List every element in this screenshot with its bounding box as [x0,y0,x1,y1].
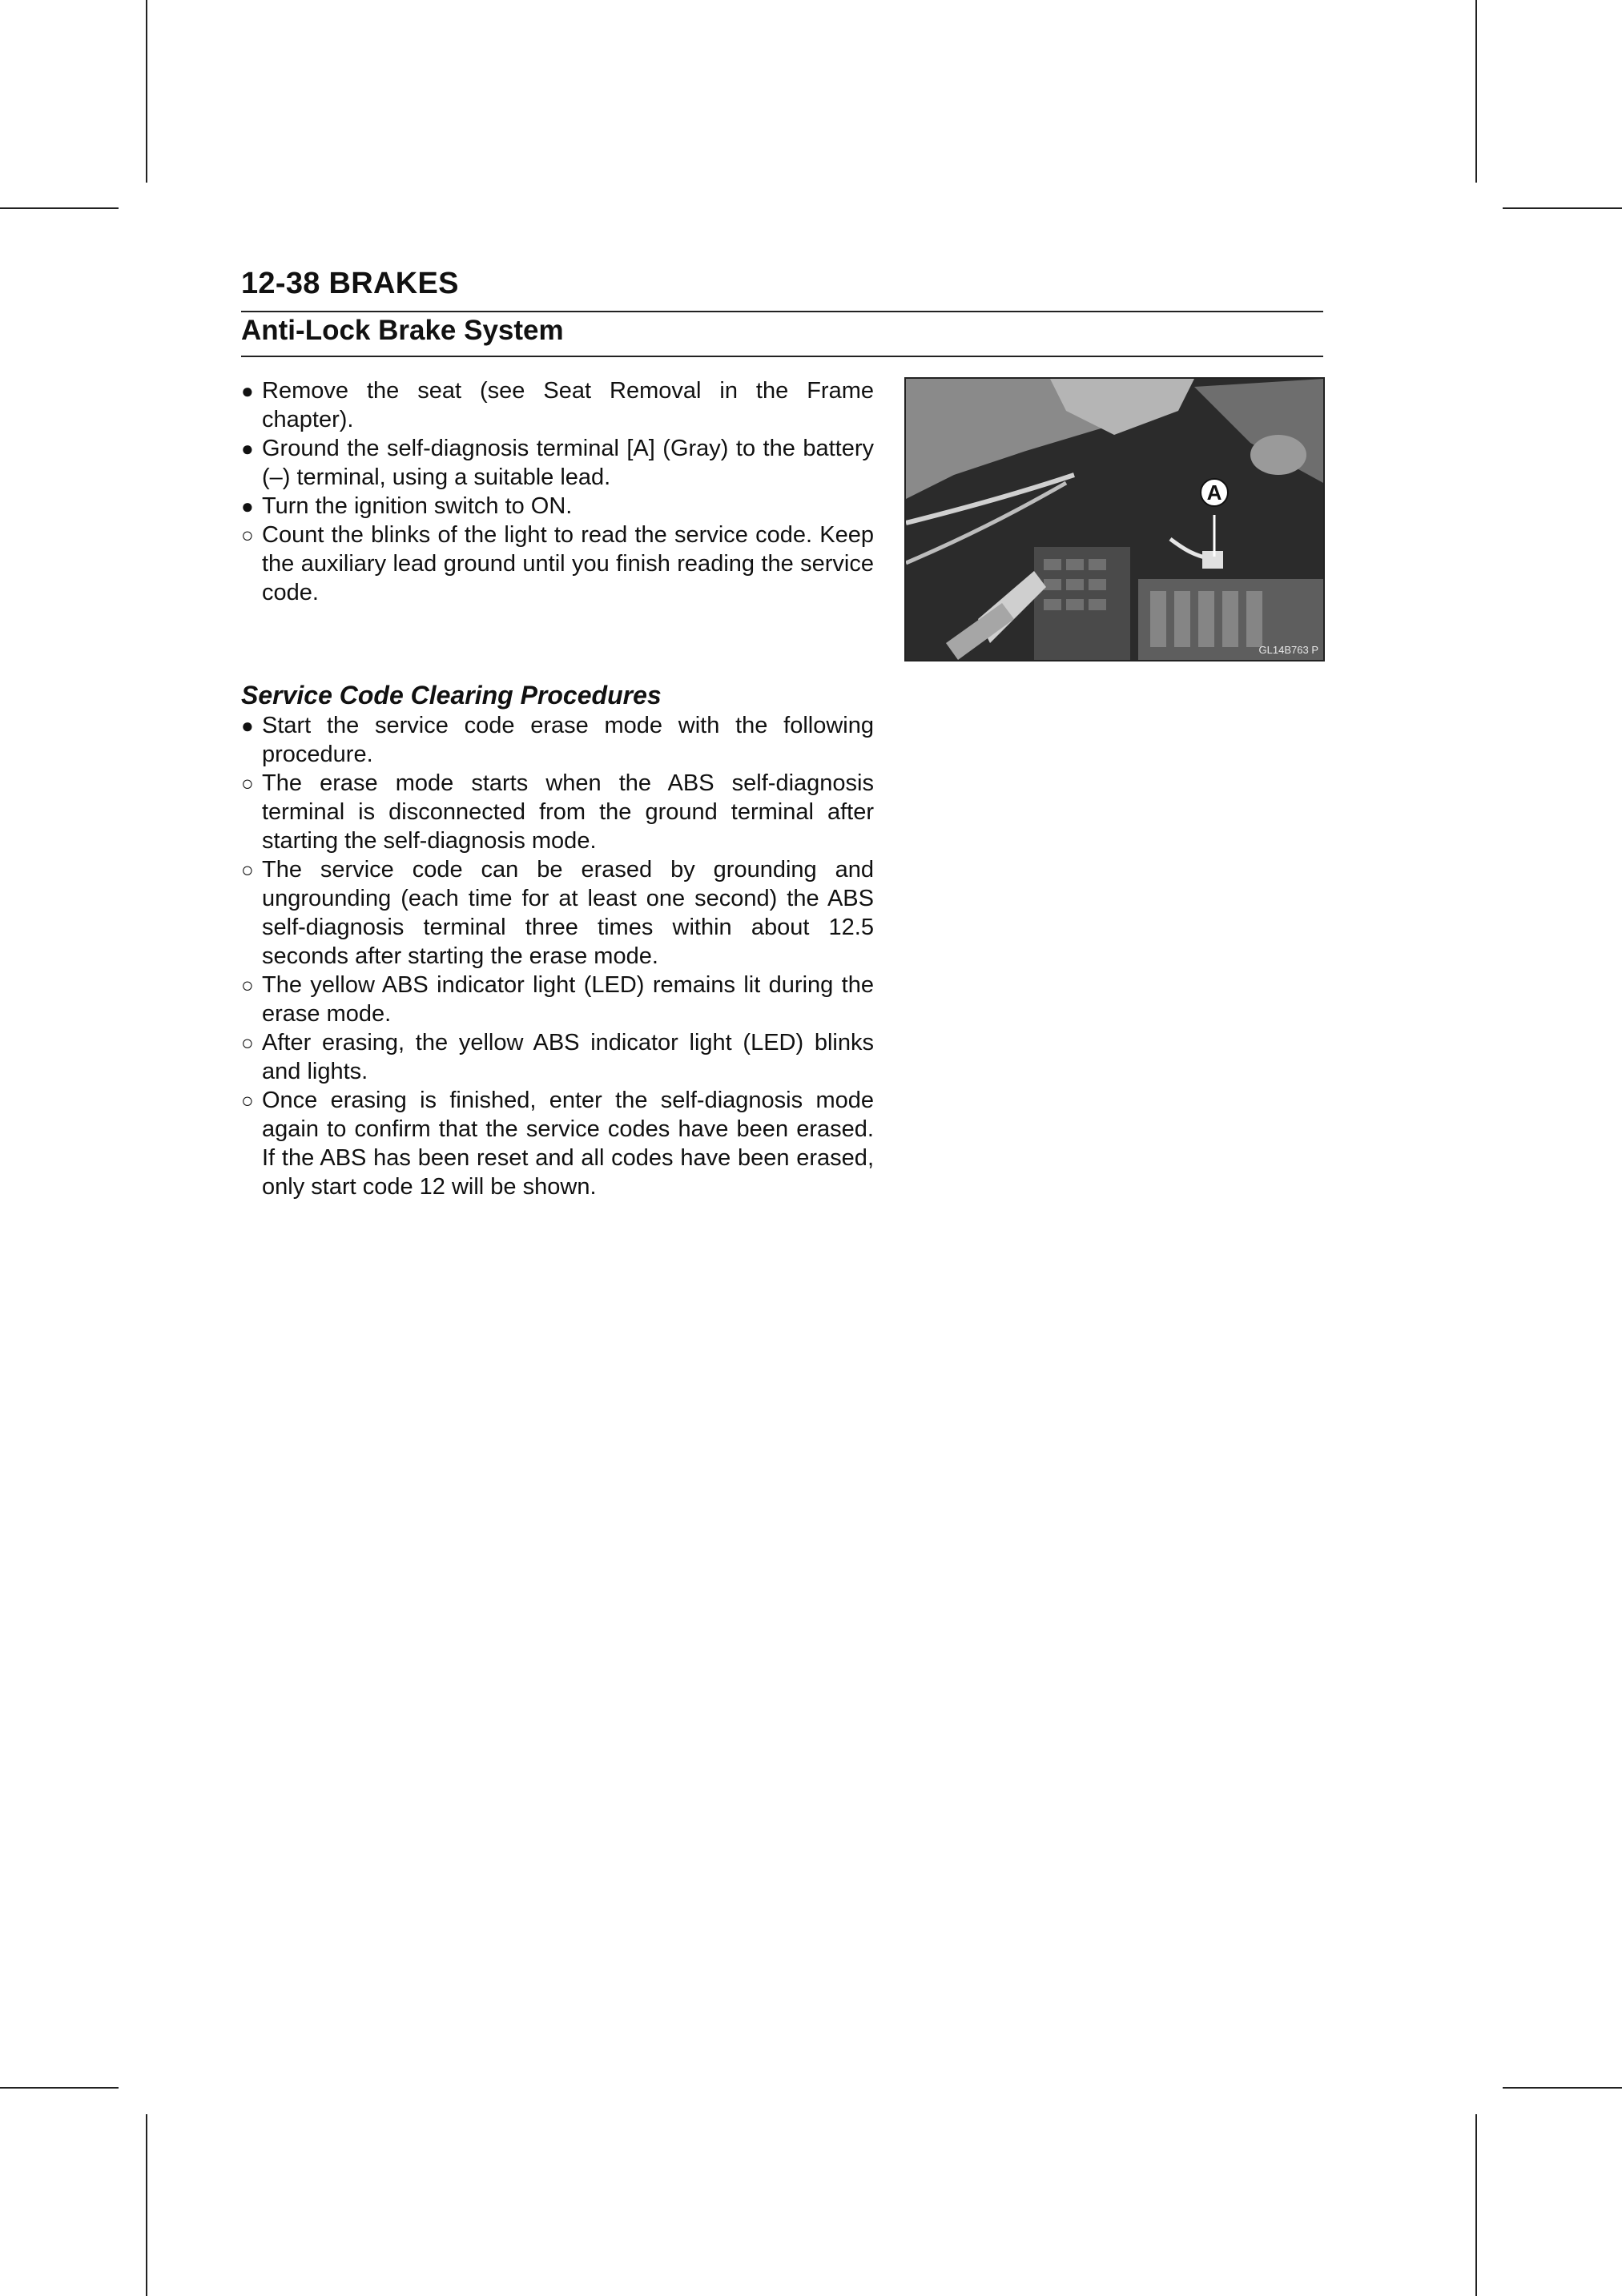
step-item [241,376,874,434]
circle-marker: ○ [241,1031,254,1055]
circle-marker: ○ [241,1088,254,1112]
crop-mark [1475,2114,1477,2296]
step-text: Count the blinks of the light to read the service code. Keep the auxiliary lead ground until you finish reading the service code. [262,522,874,605]
terminal-photo [904,377,1325,661]
circle-marker: ○ [241,771,254,795]
step-text: Remove the seat (see Seat Removal in the Frame chapter). [262,378,874,432]
step-item [241,434,874,492]
clearing-text: Start the service code erase mode with the following procedure. [262,713,874,767]
clearing-text: The service code can be erased by grounding and ungrounding (each time for at least one second) the ABS self-diagnosis terminal three times within about 12.5 seconds after starting the erase mode. [262,857,874,969]
crop-mark [146,0,147,183]
step-list [241,376,874,607]
step-text: Turn the ignition switch to ON. [262,493,573,519]
terminal-photo-drawing [906,379,1323,660]
crop-mark [146,2114,147,2296]
circle-marker: ○ [241,523,254,547]
clearing-item [241,1086,874,1201]
clearing-section [241,681,874,1201]
callout-label: A [1206,481,1222,505]
clearing-item [241,769,874,855]
clearing-text: The yellow ABS indicator light (LED) remains lit during the erase mode. [262,972,874,1027]
circle-marker: ○ [241,973,254,997]
crop-mark [1503,207,1622,209]
bullet-marker: ● [241,714,254,738]
step-item [241,521,874,607]
section-rule [241,356,1323,357]
bullet-marker: ● [241,436,254,460]
crop-mark [1503,2087,1622,2089]
figure-code: GL14B763 P [1258,644,1318,656]
clearing-item [241,855,874,971]
crop-mark [0,207,119,209]
section-title: Anti-Lock Brake System [241,315,564,346]
clearing-heading: Service Code Clearing Procedures [241,681,662,710]
bullet-marker: ● [241,494,254,518]
crop-mark [0,2087,119,2089]
clearing-item [241,711,874,769]
clearing-text: After erasing, the yellow ABS indicator light (LED) blinks and lights. [262,1030,874,1084]
page-title: 12-38 BRAKES [241,267,459,300]
header-rule [241,311,1323,312]
crop-mark [1475,0,1477,183]
bullet-marker: ● [241,379,254,403]
clearing-item [241,1028,874,1086]
step-text: Ground the self-diagnosis terminal [A] (Gray) to the battery (–) terminal, using a suitable lead. [262,436,874,490]
circle-marker: ○ [241,858,254,882]
clearing-item [241,971,874,1028]
clearing-text: The erase mode starts when the ABS self-diagnosis terminal is disconnected from the ground terminal after starting the self-diagnosis mode. [262,770,874,854]
clearing-text: Once erasing is finished, enter the self-diagnosis mode again to confirm that the service codes have been erased. If the ABS has been reset and all codes have been erased, only start code 12 will be shown. [262,1088,874,1200]
step-item [241,492,874,521]
